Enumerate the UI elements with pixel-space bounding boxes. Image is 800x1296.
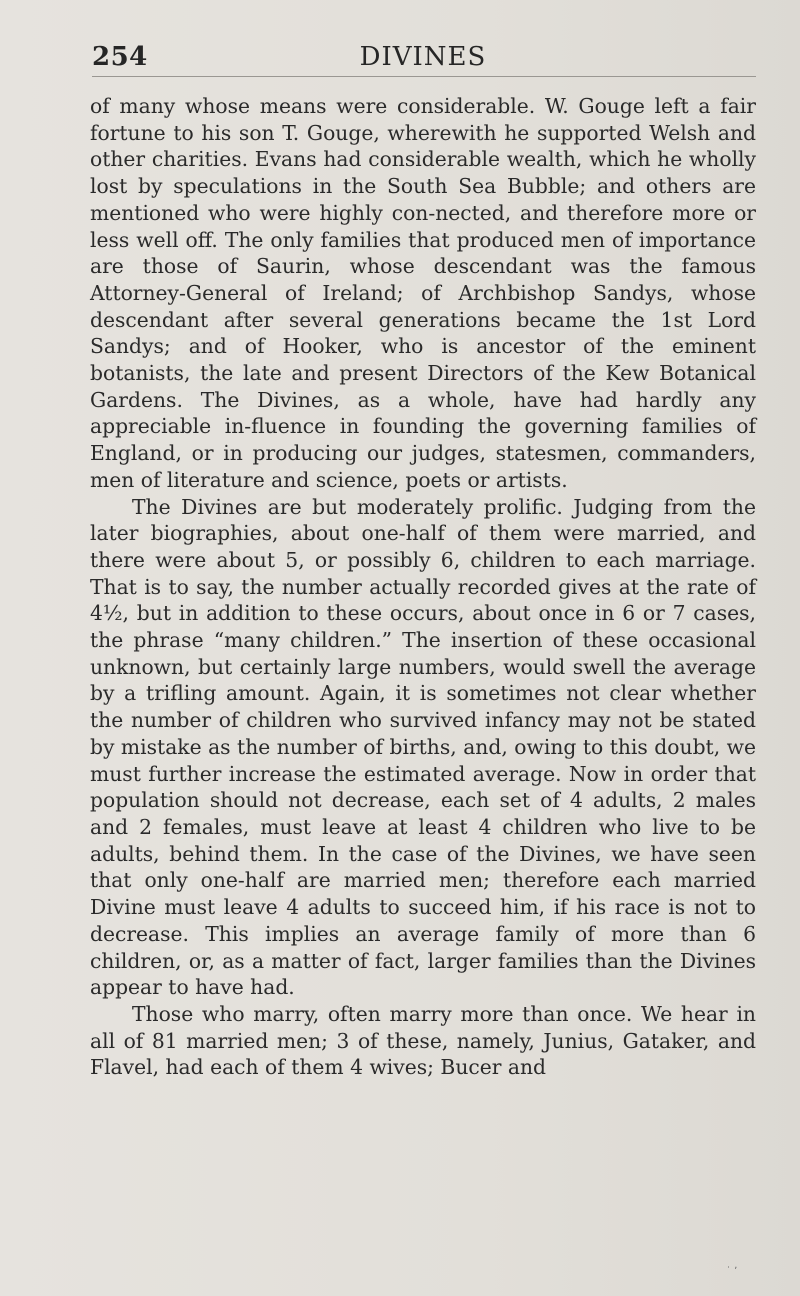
body-text [90,93,756,1081]
paragraph-2: The Divines are but moderately prolific. Judging from the later biographies, about one-half of them were married, and there were about 5, or possibly 6, children to each marriage. That is to say, the number actually recorded gives at the rate of 4½, but in addition to these occurs, about once in 6 or 7 cases, the phrase “many children.” The insertion of these occasional unknown, but certainly large numbers, would swell the average by a trifling amount. Again, it is sometimes not clear whether the number of children who survived infancy may not be stated by mistake as the number of births, and, owing to this doubt, we must further increase the estimated average. Now in order that population should not decrease, each set of 4 adults, 2 males and 2 females, must leave at least 4 children who live to be adults, behind them. In the case of the Divines, we have seen that only one-half are married men; therefore each married Divine must leave 4 adults to succeed him, if his race is not to decrease. This implies an average family of more than 6 children, or, as a matter of fact, larger families than the Divines appear to have had. [90,494,756,1000]
header-rule [92,76,756,77]
print-specks: ˙ ʼ [726,1266,738,1277]
paragraph-3: Those who marry, often marry more than once. We hear in all of 81 married men; 3 of these, namely, Junius, Gataker, and Flavel, had each of them 4 wives; Bucer and [90,1001,756,1080]
paragraph-1: of many whose means were considerable. W. Gouge left a fair fortune to his son T. Gouge, wherewith he supported Welsh and other charities. Evans had considerable wealth, which he wholly lost by speculations in the South Sea Bubble; and others are mentioned who were highly con-nected, and therefore more or less well off. The only families that produced men of importance are those of Saurin, whose descendant was the famous Attorney-General of Ireland; of Archbishop Sandys, whose descendant after several generations became the 1st Lord Sandys; and of Hooker, who is ancestor of the eminent botanists, the late and present Directors of the Kew Botanical Gardens. The Divines, as a whole, have had hardly any appreciable in-fluence in founding the governing families of England, or in producing our judges, statesmen, commanders, men of literature and science, poets or artists. [90,94,756,492]
running-head: DIVINES [359,42,487,72]
page-number: 254 [92,42,148,72]
